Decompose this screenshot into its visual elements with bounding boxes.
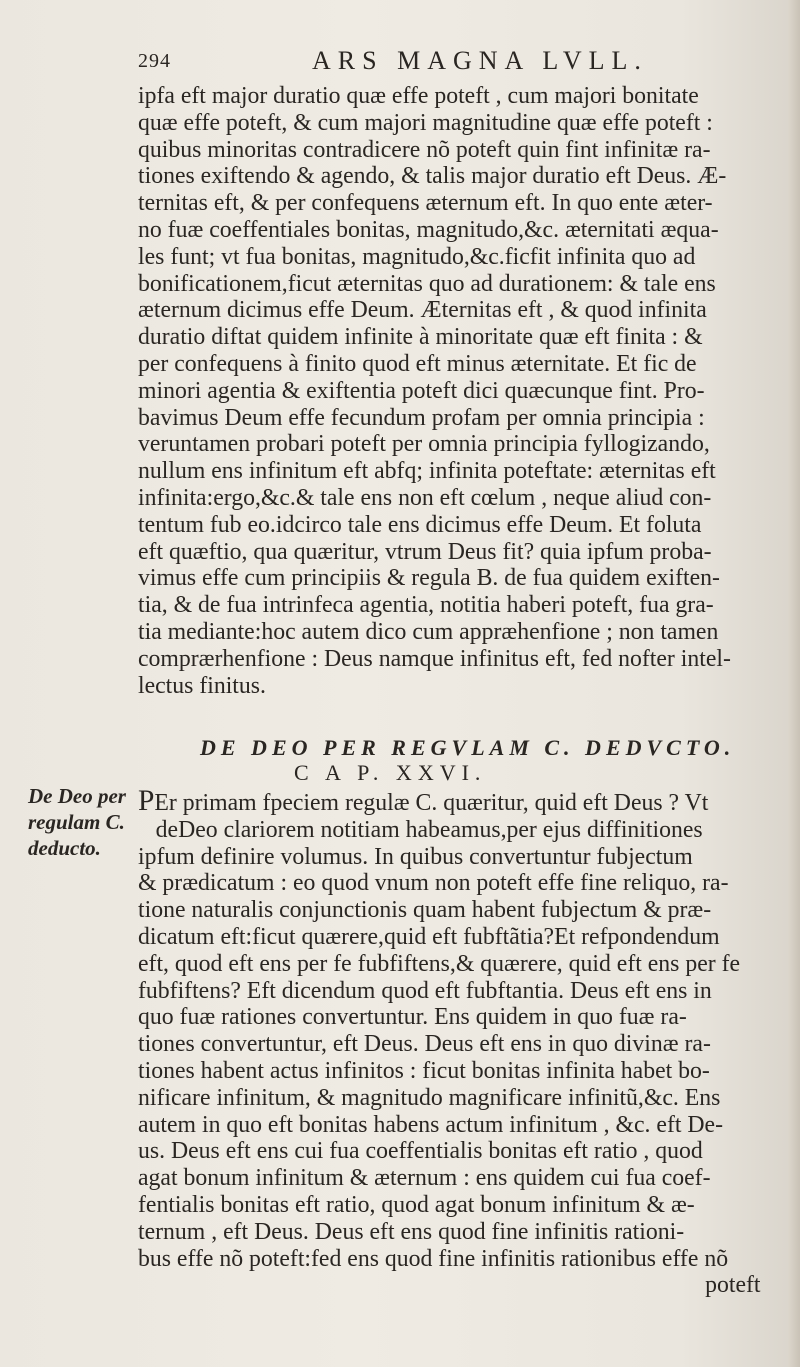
text-line: us. Deus eft ens cui fua coeffentialis bonitas eft ratio , quod [138,1137,703,1165]
text-line: eft quæftio, qua quæritur, vtrum Deus fit? quia ipfum proba- [138,537,712,565]
text-line: ipfa eft major duratio quæ effe poteft , cum majori bonitate [138,82,699,109]
catchword: poteft [705,1271,761,1299]
text-line: fentialis bonitas eft ratio, quod agat bonum infinitum & æ- [138,1190,695,1218]
running-head [138,38,798,78]
text-line: tia, & de fua intrinfeca agentia, notitia haberi poteft, fua gra- [138,591,714,619]
text-line: comprærhenfione : Deus namque infinitus eft, fed nofter intel- [138,644,731,672]
text-line: bavimus Deum effe fecundum profam per omnia principia : [138,403,705,431]
text-line: les funt; vt fua bonitas, magnitudo,&c.ficfit infinita quo ad [138,242,696,270]
chapter-heading: C A P. XXVI. [294,760,487,785]
paragraph-continued [138,83,800,699]
text-line: ipfum definire volumus. In quibus convertuntur fubjectum [138,842,693,870]
text-line: quæ effe poteft, & cum majori magnitudine quæ effe poteft : [138,108,713,136]
text-line: agat bonum infinitum & æternum : ens quidem cui fua coef- [138,1164,711,1192]
text-line: bus effe nõ poteft:fed ens quod fine infinitis rationibus effe nõ [138,1244,729,1272]
text-line: quibus minoritas contradicere nõ poteft quin fint infinitæ ra- [138,135,711,163]
section-title: DE DEO PER REGVLAM C. DEDVCTO. [200,735,736,760]
margin-note-line: regulam C. [28,810,125,834]
running-title: ARS MAGNA LVLL. [312,46,648,75]
text-line: tia mediante:hoc autem dico cum appræhenfione ; non tamen [138,617,719,645]
text-line: nullum ens infinitum eft abfq; infinita poteftate: æternitas eft [138,457,716,485]
text-line: tiones habent actus infinitos : ficut bonitas infinita habet bo- [138,1056,710,1084]
text-line: ternum , eft Deus. Deus eft ens quod fine infinitis rationi- [138,1217,685,1245]
text-line: ternitas eft, & per confequens æternum eft. In quo ente æter- [138,189,713,217]
chapter-paragraph [138,784,800,1299]
margin-note [28,783,126,861]
text-line: veruntamen probari poteft per omnia principia fyllogizando, [138,430,710,458]
text-line: tentum fub eo.idcirco tale ens dicimus effe Deum. Et foluta [138,510,702,538]
text-line: vimus effe cum principiis & regula B. de fua quidem exiften- [138,564,720,592]
margin-note-line: deducto. [28,836,101,860]
text-line: no fuæ coeffentiales bonitas, magnitudo,&c. æternitati æqua- [138,215,719,243]
text-line: deDeo clariorem notitiam habeamus,per ejus diffinitiones [155,815,703,843]
text-line: duratio diftat quidem infinite à minoritate quæ eft finita : & [138,323,703,351]
margin-note-line: De Deo per [28,784,126,808]
text-line: fubfiftens? Eft dicendum quod eft fubftantia. Deus eft ens in [138,976,712,1004]
text-line: nificare infinitum, & magnitudo magnificare infinitũ,&c. Ens [138,1083,721,1111]
text-line-content: Er primam fpeciem regulæ C. quæritur, quid eft Deus ? Vt [154,789,709,816]
text-line: quo fuæ rationes convertuntur. Ens quidem in quo fuæ ra- [138,1003,687,1031]
text-line: autem in quo eft bonitas habens actum infinitum , &c. eft De- [138,1110,723,1138]
text-line: tiones exiftendo & agendo, & talis major duratio eft Deus. Æ- [138,162,727,190]
text-line: & prædicatum : eo quod vnum non poteft effe fine reliquo, ra- [138,869,729,897]
initial-letter: P [138,784,155,817]
text-line: infinita:ergo,&c.& tale ens non eft cœlum , neque aliud con- [138,483,712,511]
text-line: per confequens à finito quod eft minus æternitate. Et fic de [138,349,697,377]
text-line: minori agentia & exiftentia poteft dici quæcunque fint. Pro- [138,376,705,404]
text-line: tiones convertuntur, eft Deus. Deus eft ens in quo divinæ ra- [138,1030,711,1058]
text-line: eft, quod eft ens per fe fubfiftens,& quærere, quid eft ens per fe [138,949,741,977]
text-line: tione naturalis conjunctionis quam habent fubjectum & præ- [138,896,712,924]
text-line [138,784,788,817]
text-line: lectus finitus. [138,671,266,699]
text-line: æternum dicimus effe Deum. Æternitas eft , & quod infinita [138,296,707,324]
text-line: dicatum eft:ficut quærere,quid eft fubftãtia?Et refpondendum [138,922,720,950]
text-line: bonificationem,ficut æternitas quo ad durationem: & tale ens [138,269,716,297]
page-number: 294 [138,50,171,72]
